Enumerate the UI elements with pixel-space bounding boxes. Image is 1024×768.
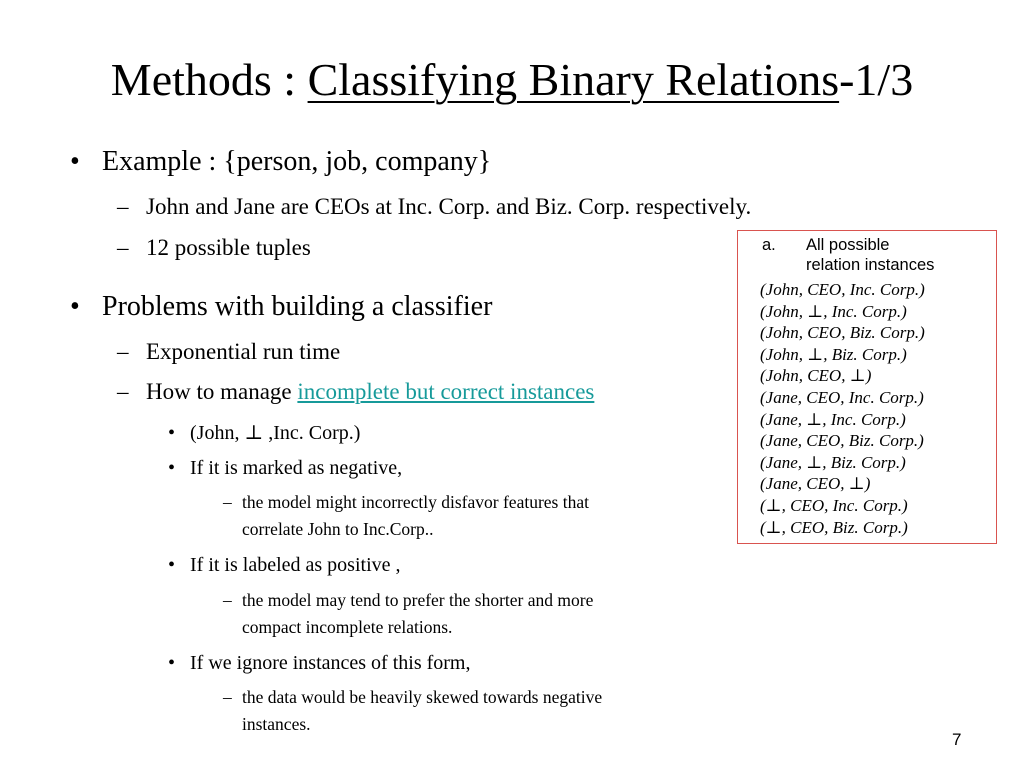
tuple-item: (⊥, CEO, Biz. Corp.) [760,517,908,537]
item-shorter-line2: compact incomplete relations. [242,617,453,637]
sub-bullet-manage [146,378,594,406]
small-bullet-marker: • [168,457,176,479]
small-bullet-marker: • [168,652,176,674]
sub-bullet-marker: – [117,339,129,364]
dash-marker: – [223,492,232,512]
sub-bullet-marker: – [117,379,129,404]
tuple-item: (Jane, CEO, Biz. Corp.) [760,431,924,451]
relation-instances-figure [737,230,997,544]
manage-prefix: How to manage [146,379,298,404]
tuple-item: (Jane, ⊥, Biz. Corp.) [760,452,906,472]
tuple-item: (John, CEO, ⊥) [760,366,872,386]
item-ignore: If we ignore instances of this form, [190,652,471,674]
figure-heading-line1: All possible [806,236,890,254]
sub-bullet-marker: – [117,194,129,219]
item-disfavor-line1: the model might incorrectly disfavor features that [242,492,589,512]
title-suffix: -1/3 [839,54,914,105]
tuple-item: (John, ⊥, Biz. Corp.) [760,344,907,364]
bullet-marker: • [70,146,80,177]
bullet-example: Example : {person, job, company} [102,146,492,177]
item-positive: If it is labeled as positive , [190,554,401,576]
sub-bullet-tuples: 12 possible tuples [146,235,311,260]
sub-bullet-runtime: Exponential run time [146,339,341,364]
item-negative: If it is marked as negative, [190,457,403,479]
page-number: 7 [952,730,962,749]
bullet-problems: Problems with building a classifier [102,291,493,322]
tuple-item: (John, CEO, Inc. Corp.) [760,280,925,299]
tuple-item: (Jane, CEO, ⊥) [760,474,871,494]
item-shorter-line1: the model may tend to prefer the shorter and more [242,590,594,610]
sub-bullet-marker: – [117,235,129,260]
item-disfavor-line2: correlate John to Inc.Corp.. [242,519,434,539]
dash-marker: – [223,687,232,707]
tuple-item: (⊥, CEO, Inc. Corp.) [760,495,908,515]
small-bullet-marker: • [168,554,176,576]
item-skewed-line2: instances. [242,714,311,734]
item-john-tuple: (John, ⊥ ,Inc. Corp.) [190,422,361,444]
tuple-item: (Jane, ⊥, Inc. Corp.) [760,409,906,429]
bullet-marker: • [70,291,80,322]
figure-label: a. [762,236,776,254]
small-bullet-marker: • [168,422,176,444]
dash-marker: – [223,590,232,610]
slide-title [0,52,1024,108]
incomplete-instances-link[interactable]: incomplete but correct instances [297,379,595,404]
tuple-item: (John, CEO, Biz. Corp.) [760,323,925,343]
tuple-item: (John, ⊥, Inc. Corp.) [760,301,907,321]
title-prefix: Methods : [110,54,308,105]
sub-bullet-ceos: John and Jane are CEOs at Inc. Corp. and Biz. Corp. respectively. [146,194,752,219]
tuple-list [760,279,925,538]
figure-heading-line2: relation instances [806,256,935,274]
tuple-item: (Jane, CEO, Inc. Corp.) [760,387,924,407]
item-skewed-line1: the data would be heavily skewed towards negative [242,687,603,707]
title-underlined: Classifying Binary Relations [307,54,840,105]
